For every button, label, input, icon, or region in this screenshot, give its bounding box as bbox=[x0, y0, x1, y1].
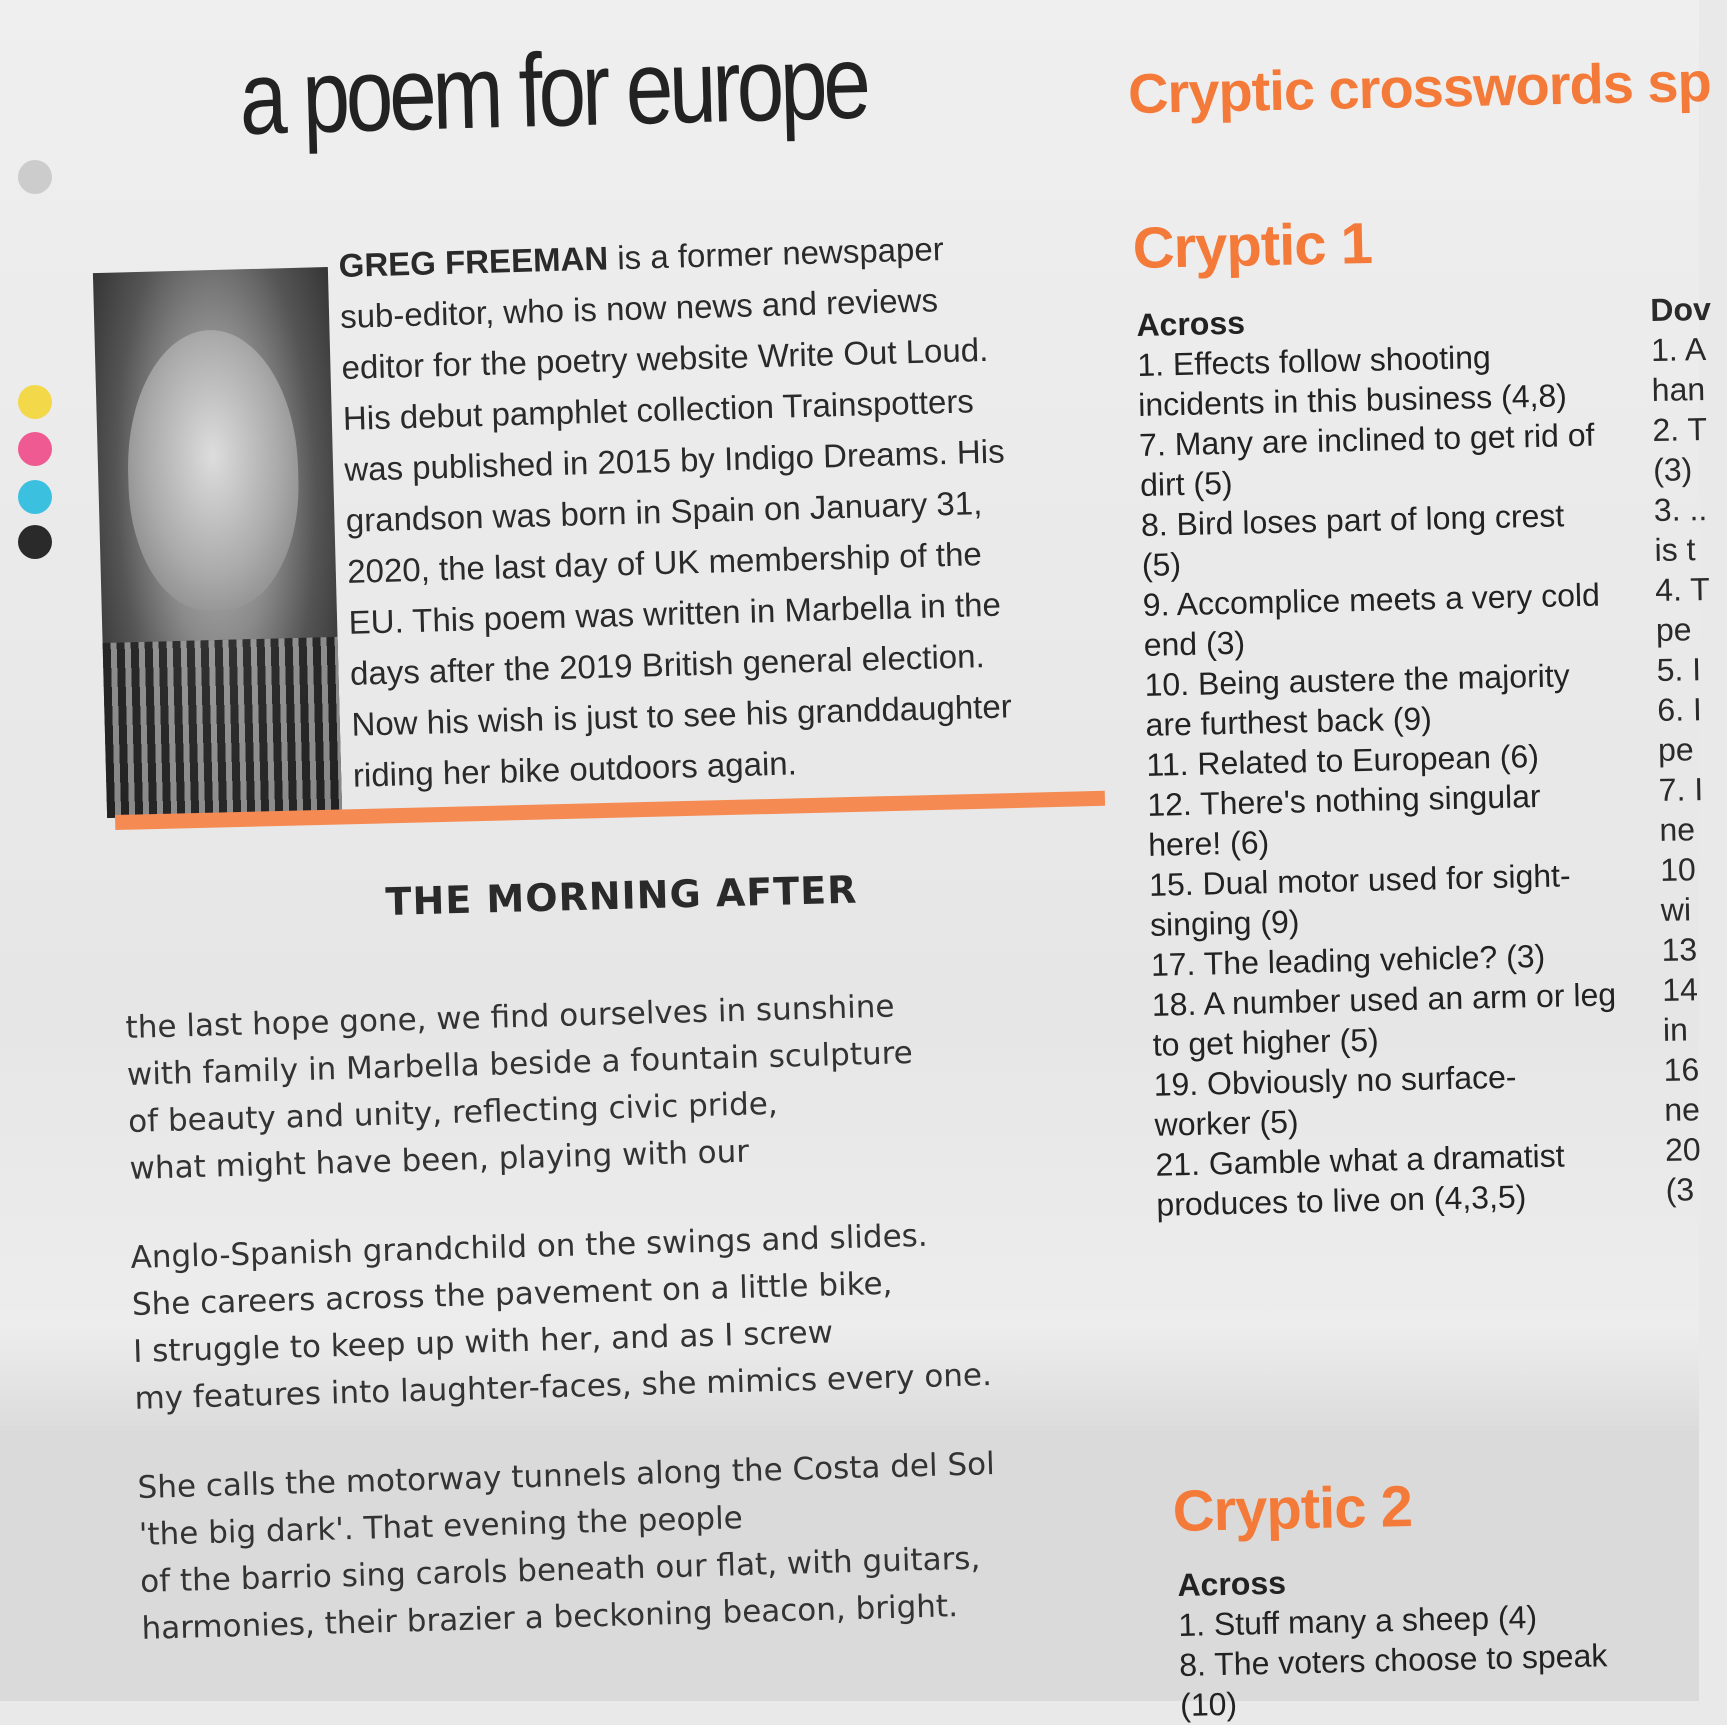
clue: incidents in this business (4,8) bbox=[1137, 377, 1568, 423]
cryptic-1-across bbox=[1136, 294, 1621, 1224]
clue: pe bbox=[1657, 731, 1694, 768]
bio-line: His debut pamphlet collection Trainspotters bbox=[342, 382, 975, 437]
clue: 16 bbox=[1663, 1051, 1700, 1088]
clue: 8. The voters choose to speak bbox=[1178, 1637, 1608, 1683]
clue: ne bbox=[1663, 1091, 1701, 1128]
clue: 3. .. bbox=[1653, 491, 1708, 528]
poem-line: 'the big dark'. That evening the people bbox=[138, 1500, 744, 1553]
bio-line: editor for the poetry website Write Out Loud. bbox=[341, 330, 989, 386]
clue: to get higher (5) bbox=[1152, 1021, 1380, 1063]
cryptic-1-title: Cryptic 1 bbox=[1132, 210, 1373, 281]
clue: end (3) bbox=[1143, 624, 1246, 663]
clue: 9. Accomplice meets a very cold bbox=[1142, 576, 1601, 623]
clue: (3) bbox=[1652, 451, 1693, 488]
down-heading: Dov bbox=[1650, 290, 1712, 328]
clue: wi bbox=[1660, 891, 1692, 928]
clue: singing (9) bbox=[1149, 903, 1300, 943]
poem-line: of the barrio sing carols beneath our flat, with guitars, bbox=[139, 1540, 981, 1600]
bio-line: was published in 2015 by Indigo Dreams. His bbox=[343, 432, 1006, 488]
author-shirt bbox=[103, 637, 343, 818]
clue: 1. A bbox=[1650, 331, 1707, 368]
poem-line: my features into laughter-faces, she mimics every one. bbox=[134, 1356, 993, 1417]
poem-line: Anglo-Spanish grandchild on the swings and slides. bbox=[130, 1217, 929, 1276]
clue: 19. Obviously no surface- bbox=[1153, 1058, 1517, 1103]
bio-line: sub-editor, who is now news and reviews bbox=[339, 281, 939, 335]
poem-line: the last hope gone, we find ourselves in sunshine bbox=[125, 988, 895, 1046]
author-photo bbox=[93, 267, 342, 818]
poem-line: I struggle to keep up with her, and as I screw bbox=[132, 1314, 834, 1370]
clue: here! (6) bbox=[1147, 824, 1270, 863]
page-title: a poem for europe bbox=[238, 24, 869, 157]
cryptic-2-title: Cryptic 2 bbox=[1172, 1473, 1413, 1544]
poem-line: with family in Marbella beside a fountain sculpture bbox=[126, 1035, 914, 1093]
clue: 8. Bird loses part of long crest bbox=[1140, 497, 1565, 543]
author-name: GREG FREEMAN bbox=[338, 239, 609, 284]
clue: ne bbox=[1659, 811, 1696, 848]
bio-line: EU. This poem was written in Marbella in the bbox=[348, 585, 1002, 641]
clue: 15. Dual motor used for sight- bbox=[1148, 857, 1571, 903]
clue: 4. T bbox=[1654, 571, 1711, 608]
clue: 10 bbox=[1659, 851, 1697, 888]
bio-line: Now his wish is just to see his granddaughter bbox=[351, 687, 1013, 743]
clue: 2. T bbox=[1652, 411, 1708, 448]
clue: 10. Being austere the majority bbox=[1144, 657, 1571, 703]
across-heading: Across bbox=[1177, 1564, 1287, 1603]
registration-mark bbox=[18, 160, 52, 194]
poem-stanza-3 bbox=[137, 1441, 999, 1653]
bio-line: days after the 2019 British general election. bbox=[349, 637, 986, 692]
poem-stanza-2 bbox=[130, 1211, 992, 1423]
poem-line: She careers across the pavement on a little bike, bbox=[131, 1265, 893, 1323]
clue: pe bbox=[1655, 611, 1692, 648]
registration-mark-magenta bbox=[18, 432, 52, 466]
clue: 1. Stuff many a sheep (4) bbox=[1177, 1598, 1538, 1643]
poem-line: what might have been, playing with our bbox=[129, 1133, 750, 1187]
poem-line: of beauty and unity, reflecting civic pride, bbox=[127, 1085, 779, 1140]
clue: are furthest back (9) bbox=[1145, 700, 1433, 743]
poem-line: harmonies, their brazier a beckoning beacon, bright. bbox=[141, 1588, 959, 1647]
cryptic-2-across bbox=[1177, 1555, 1609, 1725]
clue: 12. There's nothing singular bbox=[1146, 777, 1541, 823]
bio-line: grandson was born in Spain on January 31, bbox=[345, 484, 983, 539]
poem-title: THE MORNING AFTER bbox=[385, 867, 858, 924]
clue: is t bbox=[1654, 531, 1696, 568]
across-heading: Across bbox=[1136, 304, 1246, 343]
clue: (10) bbox=[1179, 1685, 1238, 1723]
clue: 5. I bbox=[1656, 651, 1702, 688]
bio-line: riding her bike outdoors again. bbox=[352, 744, 798, 794]
clue: produces to live on (4,3,5) bbox=[1156, 1178, 1527, 1223]
bio-line: 2020, the last day of UK membership of the bbox=[346, 535, 983, 590]
clue: 14 bbox=[1661, 971, 1699, 1008]
clue: (3 bbox=[1665, 1171, 1695, 1208]
clue: 7. Many are inclined to get rid of bbox=[1138, 416, 1595, 463]
clue: 1. Effects follow shooting bbox=[1136, 338, 1492, 383]
clue: dirt (5) bbox=[1139, 464, 1233, 503]
registration-mark-black bbox=[18, 525, 52, 559]
cryptic-1-down bbox=[1650, 289, 1727, 1210]
clue: 20 bbox=[1664, 1131, 1701, 1168]
clue: 7. I bbox=[1658, 771, 1704, 808]
clue: 6. I bbox=[1657, 691, 1703, 728]
registration-mark-cyan bbox=[18, 480, 52, 514]
clue: 13 bbox=[1661, 931, 1698, 968]
clue: (5) bbox=[1141, 546, 1182, 583]
clue: 21. Gamble what a dramatist bbox=[1155, 1137, 1565, 1183]
author-face bbox=[124, 328, 301, 612]
clue: 17. The leading vehicle? (3) bbox=[1150, 937, 1546, 983]
bio-line: is a former newspaper bbox=[607, 230, 945, 277]
registration-mark-yellow bbox=[18, 385, 52, 419]
poem-line: She calls the motorway tunnels along the Costa del Sol bbox=[137, 1446, 996, 1506]
poem-stanza-1 bbox=[125, 983, 916, 1193]
author-bio bbox=[338, 219, 1123, 801]
clue: han bbox=[1651, 371, 1706, 408]
clue: worker (5) bbox=[1154, 1103, 1299, 1143]
section-header: Cryptic crosswords sp bbox=[1127, 49, 1712, 126]
clue: 11. Related to European (6) bbox=[1146, 737, 1540, 783]
clue: 18. A number used an arm or leg bbox=[1151, 976, 1617, 1023]
clue: in bbox=[1662, 1011, 1689, 1048]
